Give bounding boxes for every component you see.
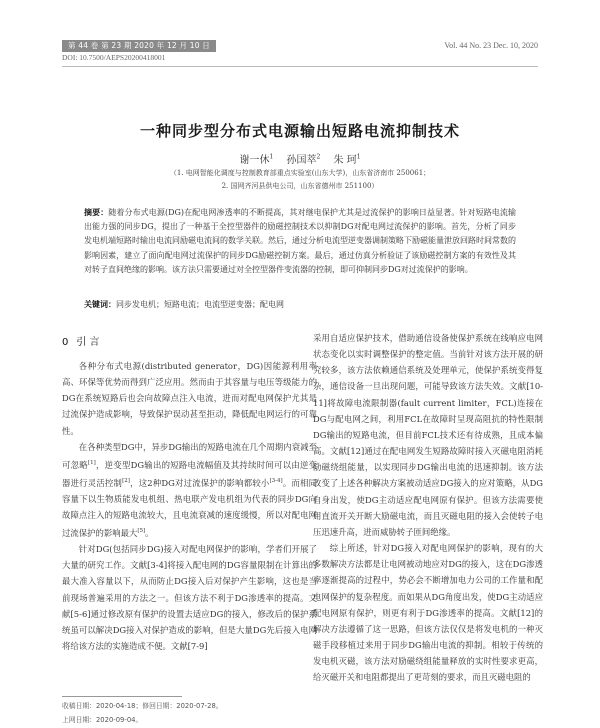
citation-ref[interactable]: [1] <box>87 459 96 466</box>
footnote-online-date: 上网日期：2020-09-04。 <box>62 716 143 724</box>
intro-paragraph-4: 综上所述，针对DG接入对配电网保护的影响，现有的大多数解决方法都是让电网被动地应对DG的接入，这在DG渗透率逐渐提高的过程中，势必会不断增加电力公司的工作量和配电网保护的复杂程度。而如果从DG角度出发，使DG主动适应配电网原有保护，则更有利于DG渗透率的提高。文献[12]的解决方法遵循了这一思路，但该方法仅仅是将发电机的一种灭磁手段移植过来用于同步DG输出电流的抑制。相较于传统的发电机灭磁，该方法对励磁绕组能量释放的实时性要求更高，给灭磁开关和电阻都提出了更苛刻的要求，而且灭磁电阻的 <box>313 543 543 683</box>
keywords <box>84 299 516 310</box>
affiliation-1: （1. 电网智能化调度与控制教育部重点实验室(山东大学)，山东省济南市 250061； <box>169 169 431 177</box>
intro-paragraph-2: 在各种类型DG中，异步DG输出的短路电流在几个周期内衰减至可忽略[1]，逆变型DG输出的短路电流幅值及其持续时间可以由逆变器进行灵活控制[2]，这2种DG对过流保护的影响都较小[3-4]。而相同容量下以生物质能发电机组、热电联产发电机组为代表的同步DG向故障点注入的短路电流较大，且电流衰减的速度缓慢，所以对配电网过流保护的影响最大[5]。 <box>62 441 318 538</box>
keywords-text: 同步发电机；短路电流；电流型逆变器；配电网 <box>116 300 284 309</box>
journal-volume-info: Vol. 44 No. 23 Dec. 10, 2020 <box>444 41 538 50</box>
abstract <box>84 206 516 277</box>
intro-paragraph-3-cont: 采用自适应保护技术，借助通信设备使保护系统在线响应电网状态变化以实时调整保护的整定值。当前针对该方法开展的研究较多，该方法依赖通信系统及处理单元，使保护系统变得复杂，通信设备一旦出现问题，可能导致该方法失效。文献[10-11]将故障电流限制器(fault current limiter，FCL)连接在DG与配电网之间，利用FCL在故障时呈现高阻抗的特性限制DG输出的短路电流，但目前FCL技术还有待成熟，且成本偏高。文献[12]通过在配电网发生短路故障时接入灭磁电阻消耗励磁绕组能量，以实现同步DG输出电流的迅速抑制。该方法改变了上述各种解决方案被动适应DG接入的应对策略，从DG自身出发，使DG主动适应配电网原有保护。但该方法需要使用直流开关开断大励磁电流，而且灭磁电阻的接入会使转子电压迅速升高，进而威胁转子匝间绝缘。 <box>313 333 543 537</box>
journal-issue-badge: 第 44 卷 第 23 期 2020 年 12 月 10 日 <box>62 40 216 52</box>
author-1[interactable]: 谢一休$^1$ <box>239 153 274 166</box>
keywords-label: 关键词： <box>84 300 116 309</box>
citation-ref[interactable]: [5] <box>137 528 146 535</box>
author-2[interactable]: 孙国萃$^2$ <box>286 153 321 166</box>
affiliation-2: 2. 国网齐河县供电公司，山东省德州市 251100） <box>221 182 379 190</box>
citation-ref[interactable]: [3-4] <box>269 477 283 484</box>
author-3[interactable]: 朱 珂$^1$ <box>333 153 361 166</box>
header-divider <box>62 66 538 67</box>
doi-line[interactable]: DOI: 10.7500/AEPS20200418001 <box>62 53 166 62</box>
section-title: 引 言 <box>76 337 100 348</box>
abstract-label: 摘要： <box>84 208 109 217</box>
left-column <box>62 358 317 654</box>
intro-paragraph-1: 各种分布式电源(distributed generator，DG)因能源利用率高、环保等优势而得到广泛应用。然而由于其容量与电压等级能力的DG在系统短路后也会向故障点注入电流，进而对配电网保护尤其是过流保护造成影响，导致保护误动甚至拒动，降低配电网运行的可靠性。 <box>62 361 317 436</box>
intro-paragraph-3: 针对DG(包括同步DG)接入对配电网保护的影响，学者们开展了大量的研究工作。文献[3-4]将接入配电网的DG容量限制在计算出的最大准入容量以下，从而防止DG接入后对保护产生影响，这也是当前现场普遍采用的方法之一。但该方法不利于DG渗透率的提高。文献[5-6]通过修改原有保护的设置去适应DG的接入，修改后的保护系统虽可以解决DG接入对保护造成的影响，但是大量DG先后接入电网将给该方法的实施造成不便。文献[7-9] <box>62 544 317 652</box>
footnote-divider <box>62 696 182 697</box>
right-column <box>313 330 543 685</box>
paper-title: 一种同步型分布式电源输出短路电流抑制技术 <box>139 122 460 140</box>
footnote-received-date: 收稿日期：2020-04-18；修回日期：2020-07-28。 <box>62 702 223 710</box>
section-heading-introduction <box>62 333 100 348</box>
citation-ref[interactable]: [2] <box>122 477 130 484</box>
abstract-text: 随着分布式电源(DG)在配电网渗透率的不断提高，其对继电保护尤其是过流保护的影响日益显著。针对短路电流输出能力强的同步DG，提出了一种基于全控型器件的励磁控制技术以抑制DG对配电网过流保护的影响。首先，分析了同步发电机端短路时输出电流同励磁电流间的数学关联。然后，通过分析电流型逆变器调制策略下励磁能量泄放回路时间常数的影响因素，建立了面向配电网过流保护的同步DG励磁控制方案。最后，通过仿真分析验证了该励磁控制方案的有效性及其对转子直间绝缘的影响。该方法只需要通过对全控型器件变流器的控制，即可抑制同步DG对过流保护的影响。 <box>84 208 517 274</box>
author-list <box>0 151 600 166</box>
section-number: 0 <box>62 337 69 348</box>
